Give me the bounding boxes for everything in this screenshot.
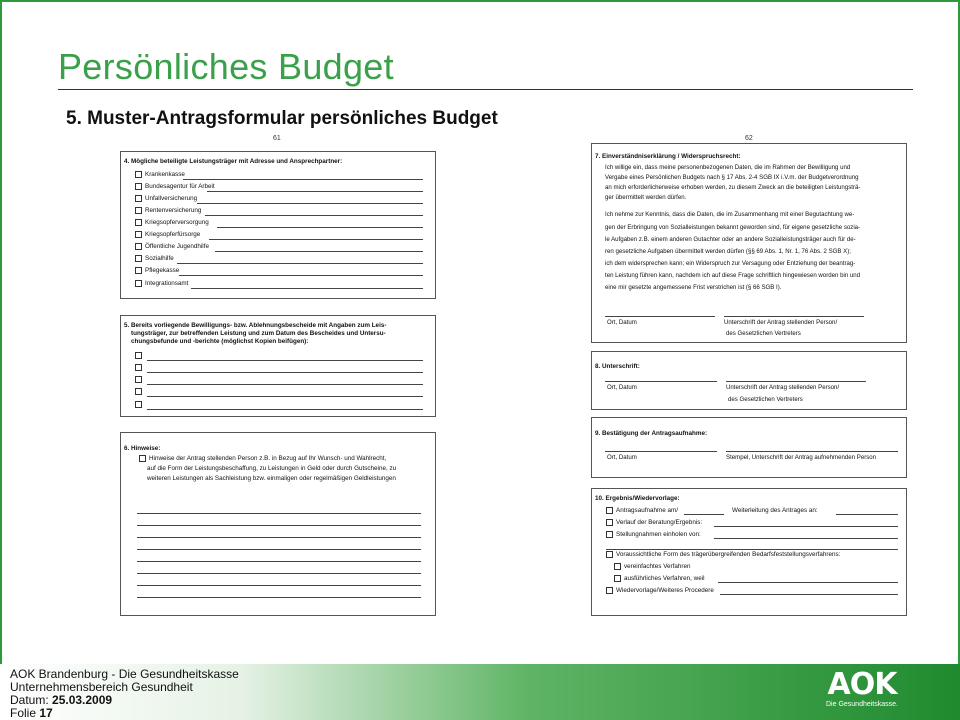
section-5-title-line: 5. Bereits vorliegende Bewilligungs- bzw. Ablehnungsbescheide mit Angaben zum Leis- bbox=[124, 322, 387, 329]
footer-department: Unternehmensbereich Gesundheit bbox=[10, 680, 193, 694]
checkbox[interactable] bbox=[135, 243, 142, 250]
checkbox-row[interactable]: vereinfachtes Verfahren bbox=[614, 563, 691, 571]
checkbox[interactable] bbox=[135, 231, 142, 238]
consent-line: ren gesetzliche Aufgaben übermittelt werden dürfen (§§ 69 Abs. 1, Nr. 1, 76 Abs. 2 SGB X); bbox=[605, 248, 851, 255]
fill-line bbox=[606, 549, 898, 550]
signature-label-2: des Gesetzlichen Vertreters bbox=[726, 330, 801, 337]
checkbox[interactable] bbox=[606, 507, 613, 514]
checkbox[interactable] bbox=[614, 563, 621, 570]
checkbox[interactable] bbox=[139, 455, 146, 462]
fill-line bbox=[137, 573, 421, 574]
fill-line bbox=[147, 409, 423, 410]
fill-line bbox=[207, 191, 423, 192]
checkbox[interactable] bbox=[135, 195, 142, 202]
consent-line: ich dem widersprechen kann; ein Widerspruch zur Versagung oder Entziehung der beantrag- bbox=[605, 260, 856, 267]
fill-line bbox=[137, 549, 421, 550]
form-section-8 bbox=[591, 351, 907, 410]
checkbox-row[interactable]: Wiedervorlage/Weiteres Procedere bbox=[606, 587, 714, 595]
checkbox-row[interactable]: Kriegsopferversorgung bbox=[135, 219, 209, 227]
checkbox-row[interactable]: Antragsaufnahme am/ bbox=[606, 507, 678, 515]
fill-line bbox=[684, 514, 724, 515]
checkbox[interactable] bbox=[606, 551, 613, 558]
fill-line bbox=[197, 203, 423, 204]
fill-line bbox=[720, 594, 898, 595]
section-7-title: 7. Einverständniserklärung / Widerspruchsrecht: bbox=[595, 153, 741, 160]
fill-line bbox=[179, 275, 423, 276]
checkbox[interactable] bbox=[135, 280, 142, 287]
signature-label: Unterschrift der Antrag stellenden Person/ bbox=[724, 319, 838, 326]
fill-line bbox=[147, 396, 423, 397]
checkbox[interactable] bbox=[606, 531, 613, 538]
fill-line bbox=[147, 372, 423, 373]
right-page-number: 62 bbox=[745, 135, 753, 142]
checkbox[interactable] bbox=[135, 207, 142, 214]
place-date-label: Ort, Datum bbox=[607, 319, 637, 326]
checkbox[interactable] bbox=[135, 171, 142, 178]
consent-line: ger übermittelt werden dürfen. bbox=[605, 194, 687, 201]
logo-tagline: Die Gesundheitskasse. bbox=[826, 701, 898, 708]
fill-line bbox=[714, 526, 898, 527]
checkbox[interactable] bbox=[135, 267, 142, 274]
checkbox-row[interactable] bbox=[135, 352, 145, 360]
fill-line bbox=[137, 561, 421, 562]
fill-line bbox=[215, 251, 423, 252]
form-section-10 bbox=[591, 488, 907, 616]
left-page-number: 61 bbox=[273, 135, 281, 142]
consent-line: Ich nehme zur Kenntnis, dass die Daten, die im Zusammenhang mit einer Begutachtung we- bbox=[605, 211, 855, 218]
form-section-9 bbox=[591, 417, 907, 478]
checkbox[interactable] bbox=[135, 255, 142, 262]
fill-line bbox=[137, 585, 421, 586]
checkbox-row[interactable]: Öffentliche Jugendhilfe bbox=[135, 243, 209, 251]
section-5-title-line: chungsbefunde und -berichte (möglichst Kopien beifügen): bbox=[131, 338, 309, 345]
stamp-label: Stempel, Unterschrift der Antrag aufnehmenden Person bbox=[726, 454, 877, 461]
section-4-title: 4. Mögliche beteiligte Leistungsträger mit Adresse und Ansprechpartner: bbox=[124, 158, 343, 165]
logo-wordmark: AOK bbox=[827, 667, 897, 702]
checkbox-row[interactable] bbox=[135, 376, 145, 384]
checkbox[interactable] bbox=[614, 575, 621, 582]
section-8-title: 8. Unterschrift: bbox=[595, 363, 640, 370]
checkbox[interactable] bbox=[135, 376, 142, 383]
slide-subtitle: 5. Muster-Antragsformular persönliches Budget bbox=[66, 108, 498, 129]
fill-line bbox=[217, 227, 423, 228]
place-date-line bbox=[605, 451, 717, 452]
fill-line bbox=[137, 597, 421, 598]
consent-line: Ich willige ein, dass meine personenbezogenen Daten, die im Rahmen der Bewilligung und bbox=[605, 164, 851, 171]
checkbox[interactable] bbox=[135, 219, 142, 226]
section-6-title: 6. Hinweise: bbox=[124, 445, 161, 452]
forwarding-label: Weiterleitung des Antrages an: bbox=[732, 507, 818, 514]
signature-label-2: des Gesetzlichen Vertreters bbox=[728, 396, 803, 403]
checkbox[interactable] bbox=[606, 519, 613, 526]
checkbox-row[interactable]: Bundesagentur für Arbeit bbox=[135, 183, 215, 191]
hint-line: auf die Form der Leistungsbeschaffung, zu Leistungen in Geld oder durch Gutscheine, zu bbox=[147, 465, 397, 472]
consent-line: Vergabe eines Persönlichen Budgets nach § 17 Abs. 2-4 SGB IX i.V.m. der Budgetverordnung bbox=[605, 174, 859, 181]
fill-line bbox=[183, 179, 423, 180]
place-date-line bbox=[605, 381, 717, 382]
place-date-line bbox=[605, 316, 715, 317]
fill-line bbox=[177, 263, 423, 264]
section-9-title: 9. Bestätigung der Antragsaufnahme: bbox=[595, 430, 708, 437]
place-date-label: Ort, Datum bbox=[607, 454, 637, 461]
checkbox-row[interactable]: ausführliches Verfahren, weil bbox=[614, 575, 705, 583]
section-5-title-line: tungsträger, zur betreffenden Leistung und zum Datum des Bescheides und Untersu- bbox=[131, 330, 386, 337]
fill-line bbox=[137, 513, 421, 514]
checkbox-row[interactable]: Stellungnahmen einholen von: bbox=[606, 531, 701, 539]
footer-slide-number: Folie 17 bbox=[10, 706, 53, 720]
footer-date: Datum: 25.03.2009 bbox=[10, 693, 113, 707]
checkbox[interactable] bbox=[135, 352, 142, 359]
fill-line bbox=[147, 360, 423, 361]
fill-line bbox=[836, 514, 898, 515]
checkbox[interactable] bbox=[606, 587, 613, 594]
signature-line bbox=[724, 316, 864, 317]
checkbox[interactable] bbox=[135, 183, 142, 190]
section-10-title: 10. Ergebnis/Wiedervorlage: bbox=[595, 495, 680, 502]
title-divider bbox=[58, 89, 913, 90]
fill-line bbox=[137, 525, 421, 526]
checkbox-row[interactable]: Integrationsamt bbox=[135, 280, 188, 288]
checkbox[interactable] bbox=[135, 388, 142, 395]
footer-info bbox=[10, 668, 239, 720]
consent-line: le Aufgaben z.B. einem anderen Gutachter oder an andere Sozialleistungsträger auch für de- bbox=[605, 236, 856, 243]
fill-line bbox=[209, 239, 423, 240]
consent-line: ten Leistung führen kann, nachdem ich auf diese Frage schriftlich hingewiesen worden bin und bbox=[605, 272, 861, 279]
fill-line bbox=[137, 537, 421, 538]
aok-logo bbox=[816, 667, 908, 716]
checkbox[interactable] bbox=[135, 364, 142, 371]
fill-line bbox=[718, 582, 898, 583]
footer-organization: AOK Brandenburg - Die Gesundheitskasse bbox=[10, 667, 239, 681]
checkbox-row[interactable]: Sozialhilfe bbox=[135, 255, 174, 263]
checkbox-row[interactable] bbox=[135, 388, 145, 396]
checkbox-row[interactable]: Voraussichtliche Form des trägerübergreifenden Bedarfsfeststellungsverfahrens: bbox=[606, 551, 840, 559]
form-section-5 bbox=[120, 315, 436, 417]
hint-line: weiteren Leistungen als Sachleistung bzw. einmaligen oder regelmäßigen Geldleistungen bbox=[147, 475, 396, 482]
fill-line bbox=[147, 384, 423, 385]
fill-line bbox=[191, 288, 423, 289]
checkbox-row[interactable]: Verlauf der Beratung/Ergebnis: bbox=[606, 519, 702, 527]
form-section-4 bbox=[120, 151, 436, 299]
checkbox[interactable] bbox=[135, 401, 142, 408]
checkbox-row[interactable]: Pflegekasse bbox=[135, 267, 179, 275]
consent-line: gen der Erbringung von Sozialleistungen bekannt geworden sind, für eigene gesetzliche sozia- bbox=[605, 224, 861, 231]
checkbox-row[interactable]: Kriegsopferfürsorge bbox=[135, 231, 200, 239]
place-date-label: Ort, Datum bbox=[607, 384, 637, 391]
form-section-7 bbox=[591, 143, 907, 343]
fill-line bbox=[205, 215, 423, 216]
slide-title: Persönliches Budget bbox=[58, 46, 394, 87]
consent-line: eine mir gesetzte angemessene Frist verstrichen ist (§ 66 SGB I). bbox=[605, 284, 782, 291]
checkbox-row[interactable] bbox=[135, 364, 145, 372]
checkbox-row[interactable]: Unfallversicherung bbox=[135, 195, 197, 203]
fill-line bbox=[714, 538, 898, 539]
signature-line bbox=[726, 381, 866, 382]
consent-line: an mich erforderlicherweise erhoben werden, zu diesem Zweck an die beteiligten Leistungsträ- bbox=[605, 184, 861, 191]
form-section-6 bbox=[120, 432, 436, 616]
checkbox-row[interactable]: Krankenkasse bbox=[135, 171, 185, 179]
stamp-line bbox=[726, 451, 898, 452]
checkbox-row[interactable]: Hinweise der Antrag stellenden Person z.B. in Bezug auf Ihr Wunsch- und Wahlrecht, bbox=[139, 455, 386, 463]
signature-label: Unterschrift der Antrag stellenden Person/ bbox=[726, 384, 840, 391]
checkbox-row[interactable] bbox=[135, 401, 145, 409]
checkbox-row[interactable]: Rentenversicherung bbox=[135, 207, 201, 215]
